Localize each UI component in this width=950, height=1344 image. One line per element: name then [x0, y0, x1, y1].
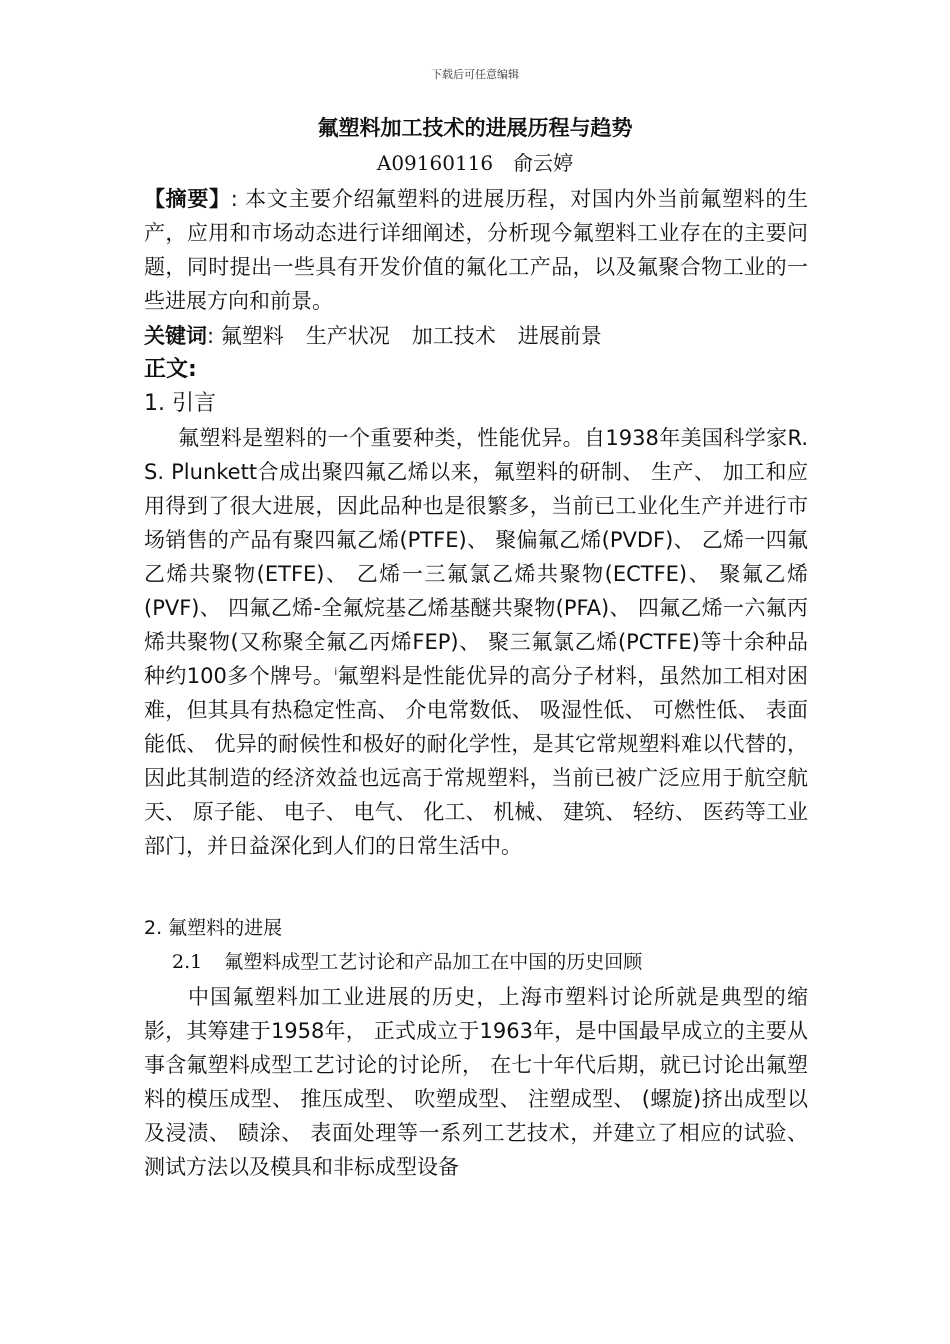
abstract-label: 【摘要】	[144, 187, 231, 211]
history-paragraph: 中国氟塑料加工业进展的历史，上海市塑料讨论所就是典型的缩影，其筹建于1958年， 正式成立于1963年，是中国最早成立的主要从事含氟塑料成型工艺讨论的讨论所， 在七十年代后期，就已讨论出氟塑料的模压成型、 推压成型、 吹塑成型、 注塑成型、 (螺旋)挤出成型以及浸渍、 赜涂、 表面处理等一系列工艺技术，并建立了相应的试验、 测试方法以及模具和非标成型设备	[144, 985, 808, 1179]
keywords-colon: :	[207, 324, 215, 348]
keywords-label: 关键词	[144, 324, 207, 348]
abstract-text: 本文主要介绍氟塑料的进展历程，对国内外当前氟塑料的生产，应用和市场动态进行详细阐述，分析现今氟塑料工业存在的主要问题，同时提出一些具有开发价值的氟化工产品，以及氟聚合物工业的一些进展方向和前景。	[144, 187, 809, 313]
author-line	[0, 147, 950, 176]
section-1-heading: 1. 引言	[144, 391, 216, 416]
intro-paragraph	[144, 421, 808, 863]
keyword: 氟塑料	[220, 324, 284, 348]
author-name: 俞云婷	[513, 151, 574, 175]
abstract-paragraph	[144, 182, 808, 318]
keyword: 进展前景	[517, 324, 602, 348]
abstract-colon: :	[230, 187, 238, 211]
student-id: A09160116	[376, 151, 494, 175]
section-2-heading: 2. 氟塑料的进展	[144, 917, 283, 939]
intro-text: 氟塑料是塑料的一个重要种类，性能优异。自1938年美国科学家R. S. Plunkett合成出聚四氟乙烯以来，氟塑料的研制、 生产、 加工和应用得到了很大进展，因此品种也是很繁多，当前已工业化生产并进行市场销售的产品有聚四氟乙烯(PTFE)、 聚偏氟乙烯(PVDF)、 乙烯一四氟乙烯共聚物(ETFE)、 乙烯一三氟氯乙烯共聚物(ECTFE)、 聚氟乙烯(PVF)、 四氟乙烯-全氟烷基乙烯基醚共聚物(PFA)、 四氟乙烯一六氟丙烯共聚物(又称聚全氟乙丙烯FEP)、 聚三氟氯乙烯(PCTFE)等十余种品种约100多个牌号。	[144, 426, 808, 688]
section-number: 2.1	[172, 951, 203, 973]
footnote-mark: i	[334, 667, 338, 678]
keyword: 加工技术	[411, 324, 496, 348]
section-2-1-title: 氟塑料成型工艺讨论和产品加工在中国的历史回顾	[224, 951, 643, 973]
intro-text-continued: 氟塑料是性能优异的高分子材料，虽然加工相对困难，但其具有热稳定性高、 介电常数低、 吸湿性低、 可燃性低、 表面能低、 优异的耐候性和极好的耐化学性，是其它常规塑料难以代替的，因此其制造的经济效益也远高于常规塑料，当前已被广泛应用于航空航天、 原子能、 电子、 电气、 化工、 机械、 建筑、 轻纺、 医药等工业部门，并日益深化到人们的日常生活中。	[144, 664, 808, 858]
keyword: 生产状况	[305, 324, 390, 348]
section-2-1-heading	[172, 945, 836, 979]
document-title: 氟塑料加工技术的进展历程与趋势	[317, 116, 633, 140]
main-text-label: 正文:	[144, 357, 197, 382]
header-note: 下载后可任意编辑	[431, 68, 519, 81]
keywords-line	[144, 319, 808, 353]
